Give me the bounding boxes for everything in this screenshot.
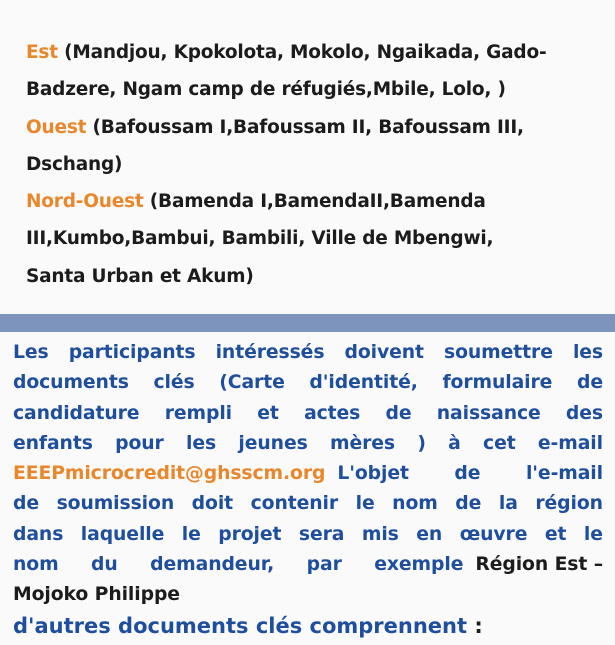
info-word: documents [13,372,129,394]
info-word: actes [304,402,361,424]
info-word: participants [68,342,196,363]
region-est-name: Est [26,42,58,63]
info-word: (Carte [219,372,285,394]
info-line [13,368,603,398]
region-est-line-2: Badzere, Ngam camp de réfugiés,Mbile, Lolo, ) [26,79,506,101]
info-word: soumission [56,493,175,515]
region-ouest-name: Ouest [26,116,87,138]
region-ouest-localities-1: (Bafoussam I,Bafoussam II, Bafoussam III, [86,116,524,138]
other-documents-heading [13,612,483,640]
region-est-line-1 [26,34,601,71]
info-word: et [257,402,279,424]
section-divider-band [0,314,615,332]
info-word: à [448,432,461,454]
info-word: nom [13,554,59,576]
info-word: e-mail [537,432,603,454]
info-word: de [577,372,603,394]
info-word: doit [191,493,234,515]
info-word: en [416,523,443,545]
info-word: de [385,402,412,424]
info-line-example [13,550,603,580]
heading-colon: : [467,614,483,638]
info-word: du [91,554,118,576]
contact-email-link[interactable]: EEEPmicrocredit@ghsscm.org [13,463,326,485]
info-line [13,520,603,550]
info-word: et [544,523,567,545]
info-word: les [572,342,603,363]
example-text: Région Est – [475,554,603,576]
other-documents-heading-text: d'autres documents clés comprennent [13,614,468,638]
region-est-localities-1: (Mandjou, Kpokolota, Mokolo, Ngaikada, Gado- [57,42,547,63]
info-word: L'objet [337,463,409,485]
info-line [13,338,603,368]
region-ouest-line-1 [26,109,601,146]
region-nord-ouest-line-1 [26,183,601,220]
info-word: région [535,493,603,515]
info-line [13,489,603,519]
info-word: laquelle [80,523,165,545]
info-word: dans [13,523,64,545]
region-list-section [0,0,615,314]
info-word: le [181,523,201,545]
info-line-example-end [13,580,603,610]
info-word: ) [417,432,426,454]
info-word: rempli [164,402,232,424]
info-word: mères [329,432,395,454]
info-word: jeunes [238,432,308,454]
info-word: l'e-mail [525,463,603,485]
example-name: Mojoko Philippe [13,584,180,606]
info-line [13,399,603,429]
info-word: de [13,493,39,515]
info-word: d'identité, [309,372,418,394]
info-word: cet [483,432,516,454]
info-word-group [13,550,463,580]
info-word: Les [13,342,49,363]
info-word: le [355,493,375,515]
info-word: exemple [374,554,464,576]
info-word: formulaire [442,372,553,394]
info-word: clés [153,372,195,394]
info-word: les [186,432,217,454]
info-word: le [583,523,603,545]
info-word: des [565,402,603,424]
region-list [26,34,601,295]
info-word: par [306,554,342,576]
info-word: naissance [436,402,541,424]
info-word: intéressés [215,342,325,363]
info-word: soumettre [444,342,553,363]
info-word: pour [115,432,164,454]
info-word: candidature [13,402,140,424]
info-line [13,429,603,459]
info-word: demandeur, [150,554,275,576]
info-word-group [337,459,603,489]
region-nord-ouest-line-3: Santa Urban et Akum) [26,265,254,287]
submission-info-section [0,332,615,645]
info-word: enfants [13,432,93,454]
region-nord-ouest-line-2: III,Kumbo,Bambui, Bambili, Ville de Mbengwi, [26,228,494,250]
info-word: la [498,493,518,515]
info-line-email [13,459,603,489]
info-word: contenir [250,493,339,515]
info-word: projet [218,523,282,545]
region-nord-ouest-name: Nord-Ouest [26,191,144,213]
region-nord-ouest-localities-1: (Bamenda I,BamendaII,Bamenda [143,191,486,213]
info-word: doivent [344,342,424,363]
info-word: nom [392,493,438,515]
region-ouest-line-2: Dschang) [26,153,123,175]
info-word: œuvre [459,523,528,545]
info-word: de [454,463,481,485]
info-word: de [455,493,482,515]
info-word: mis [361,523,399,545]
submission-instructions [13,338,603,611]
info-word: sera [298,523,345,545]
